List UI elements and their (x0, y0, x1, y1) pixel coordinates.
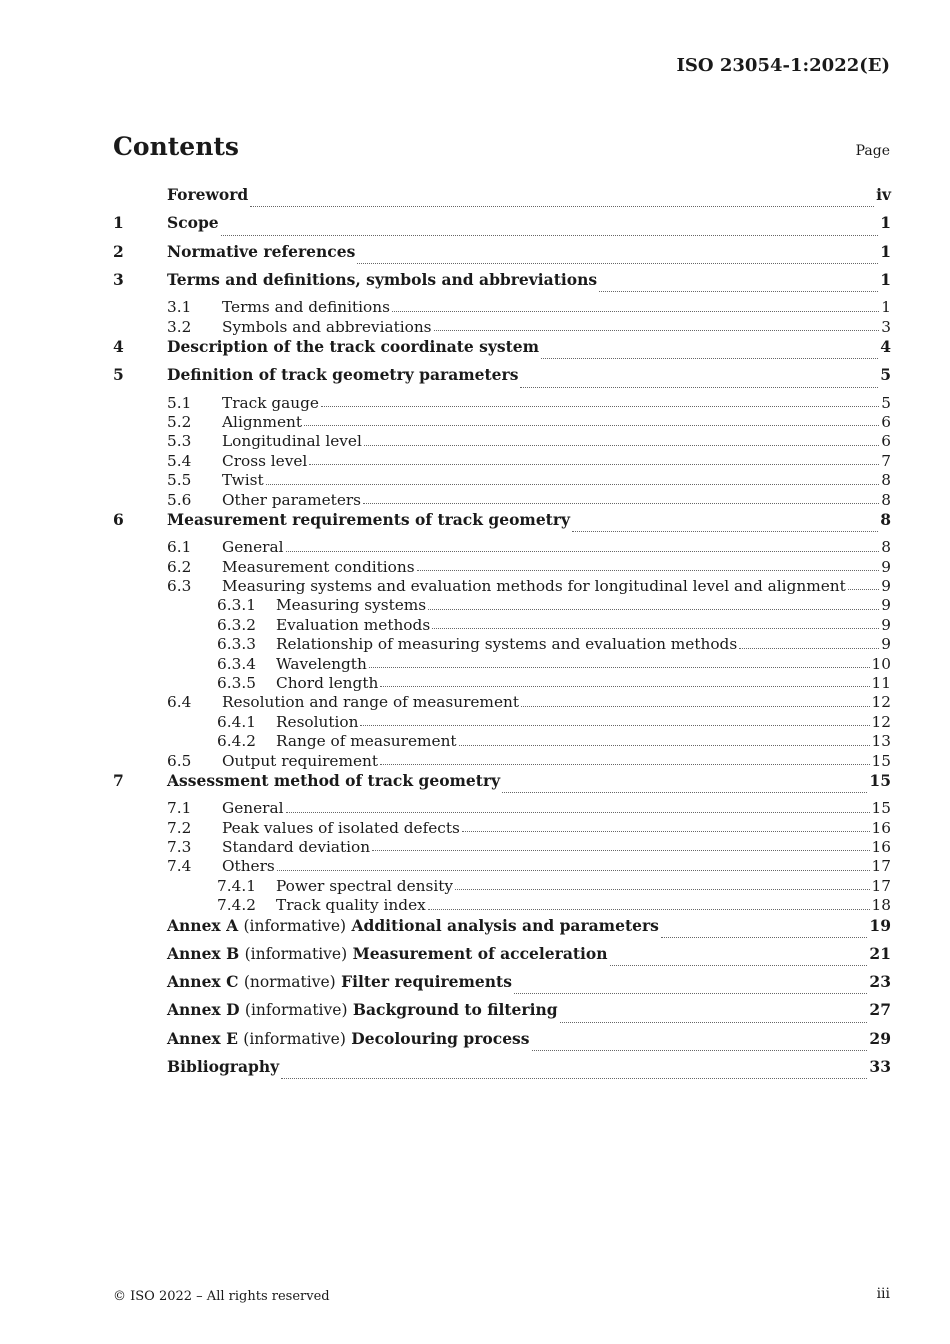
entry-title-text: Twist (222, 471, 264, 490)
toc-entry[interactable] (113, 916, 891, 944)
toc-entry-title (222, 318, 432, 336)
toc-entry[interactable] (113, 318, 891, 337)
dot-leader (380, 685, 869, 687)
dot-leader (364, 444, 879, 446)
toc-entry-number: 2 (113, 241, 124, 261)
dot-leader (281, 1077, 867, 1079)
dot-leader (309, 463, 879, 465)
toc-entry-title (222, 799, 284, 817)
toc-entry-page: 8 (881, 538, 891, 557)
toc-entry[interactable] (113, 1029, 891, 1057)
toc-entry-page: 9 (881, 557, 891, 576)
toc-entry[interactable] (113, 452, 891, 471)
toc-entry-page: 19 (869, 915, 891, 935)
dot-leader (521, 705, 870, 707)
toc-entry-page: 11 (871, 673, 891, 692)
toc-entry[interactable] (113, 413, 891, 432)
entry-title-text: Relationship of measuring systems and evaluation methods (276, 635, 738, 654)
toc-entry-number: 6.1 (167, 538, 192, 557)
toc-entry[interactable] (113, 242, 891, 270)
entry-title-text: General (222, 538, 284, 557)
dot-leader (520, 386, 878, 388)
toc-entry-page: 1 (880, 269, 891, 289)
toc-entry-title (167, 1057, 279, 1076)
toc-entry-number: 5.5 (167, 471, 192, 490)
toc-entry[interactable] (113, 510, 891, 538)
entry-title-text: Description of the track coordinate system (167, 336, 540, 356)
toc-entry-number: 6.3 (167, 576, 192, 595)
dot-leader (541, 357, 878, 359)
entry-title-text: Terms and definitions (222, 298, 390, 317)
annex-title: Filter requirements (341, 972, 512, 992)
entry-title-text: Peak values of isolated defects (222, 818, 460, 837)
toc-entry-number: 7.4 (167, 857, 192, 876)
toc-entry[interactable] (113, 577, 891, 596)
annex-type: (normative) (243, 973, 336, 992)
toc-entry-page: 16 (871, 818, 891, 837)
toc-entry-number: 7.4.1 (217, 876, 256, 895)
annex-label: Annex E (167, 1028, 238, 1048)
toc-entry-number: 4 (113, 336, 124, 356)
toc-entry-title (222, 471, 264, 489)
dot-leader (514, 992, 867, 994)
entry-title-text: Assessment method of track geometry (167, 770, 501, 790)
toc-entry[interactable] (113, 538, 891, 557)
entry-title-text: Measurement requirements of track geometry (167, 509, 571, 529)
dot-leader (455, 888, 870, 890)
toc-entry-title (167, 337, 539, 356)
toc-entry-title (276, 713, 358, 731)
footer-page-number: iii (876, 1286, 890, 1302)
dot-leader (250, 205, 874, 207)
toc-entry[interactable] (113, 877, 891, 896)
entry-title-text: Power spectral density (276, 876, 454, 895)
toc-entry-page: 12 (871, 712, 891, 731)
toc-entry[interactable] (113, 213, 891, 241)
entry-title-text: Symbols and abbreviations (222, 317, 432, 336)
entry-title-text: Others (222, 857, 275, 876)
dot-leader (459, 744, 870, 746)
toc-entry-number: 5.2 (167, 412, 192, 431)
entry-title-text: Range of measurement (276, 732, 457, 751)
toc-entry-title (276, 635, 737, 653)
toc-entry-title (222, 819, 460, 837)
toc-entry-number: 6.2 (167, 557, 192, 576)
toc-entry-title (222, 394, 319, 412)
annex-type: (informative) (243, 916, 347, 935)
toc-entry-title (167, 972, 512, 991)
annex-label: Annex A (167, 915, 239, 935)
annex-title: Additional analysis and parameters (351, 915, 659, 935)
toc-entry-number: 5 (113, 365, 124, 385)
toc-entry-title (222, 752, 378, 770)
entry-title-text: Measuring systems and evaluation methods for longitudinal level and alignment (222, 576, 846, 595)
toc-entry[interactable] (113, 596, 891, 615)
annex-title: Decolouring process (351, 1028, 530, 1048)
toc-entry[interactable] (113, 365, 891, 393)
toc-entry-page: 18 (871, 896, 891, 915)
dot-leader (360, 724, 869, 726)
toc-entry-page: 7 (881, 451, 891, 470)
entry-title-text: Definition of track geometry parameters (167, 365, 519, 385)
entry-title-text: Alignment (222, 412, 303, 431)
toc-entry-number: 7 (113, 770, 124, 790)
toc-entry[interactable] (113, 635, 891, 654)
toc-entry[interactable] (113, 616, 891, 635)
toc-entry-number: 5.1 (167, 393, 192, 412)
annex-type: (informative) (244, 944, 348, 963)
toc-entry-page: 8 (881, 490, 891, 509)
toc-entry-number: 6.4.2 (217, 732, 256, 751)
annex-title: Background to filtering (352, 1000, 558, 1020)
document-id: ISO 23054-1:2022(E) (676, 55, 890, 76)
dot-leader (277, 869, 870, 871)
toc-entry-title (222, 413, 302, 431)
toc-entry-title (167, 510, 570, 529)
toc-entry-page: 13 (871, 732, 891, 751)
toc-entry-title (222, 298, 390, 316)
annex-title: Measurement of acceleration (352, 943, 608, 963)
entry-title-text: Measuring systems (276, 596, 427, 615)
entry-title-text: Chord length (276, 673, 379, 692)
toc-entry-number: 6.4 (167, 693, 192, 712)
toc-entry-title (167, 270, 597, 289)
entry-title-text: Track gauge (222, 393, 319, 412)
toc-entry-title (276, 596, 426, 614)
dot-leader (462, 830, 870, 832)
annex-label: Annex D (167, 1000, 240, 1020)
toc-entry-title (167, 771, 500, 790)
toc-entry-page: 3 (881, 317, 891, 336)
toc-entry-title (222, 538, 284, 556)
toc-entry-title (222, 491, 361, 509)
toc-entry-page: 17 (871, 876, 891, 895)
entry-title-text: Output requirement (222, 751, 379, 770)
toc-entry[interactable] (113, 896, 891, 915)
toc-entry[interactable] (113, 432, 891, 451)
toc-entry-number: 6 (113, 509, 124, 529)
toc-entry-number: 7.1 (167, 799, 192, 818)
toc-entry[interactable] (113, 838, 891, 857)
toc-entry-title (222, 577, 846, 595)
toc-entry[interactable] (113, 185, 891, 213)
toc-entry-page: 15 (871, 799, 891, 818)
dot-leader (380, 763, 870, 765)
toc-entry-page: 6 (881, 432, 891, 451)
toc-entry-page: 10 (871, 654, 891, 673)
entry-title-text: Measurement conditions (222, 557, 415, 576)
toc-entry-number: 6.3.1 (217, 596, 256, 615)
toc-entry-title (167, 1029, 530, 1048)
dot-leader (428, 608, 879, 610)
dot-leader (221, 234, 879, 236)
toc-entry-page: 9 (881, 596, 891, 615)
toc-entry-page: 17 (871, 857, 891, 876)
dot-leader (572, 530, 878, 532)
toc-entry-page: 6 (881, 412, 891, 431)
toc-entry-page: 1 (881, 298, 891, 317)
annex-label: Annex B (167, 943, 240, 963)
toc-entry-number: 6.5 (167, 751, 192, 770)
footer-copyright: © ISO 2022 – All rights reserved (113, 1289, 330, 1304)
dot-leader (739, 647, 879, 649)
toc-entry-page: 12 (871, 693, 891, 712)
entry-title-text: Wavelength (276, 654, 367, 673)
toc-entry-page: 27 (869, 1000, 891, 1020)
page-title: Contents (113, 132, 240, 161)
bibliography-title: Bibliography (167, 1057, 280, 1077)
toc-entry-page: 15 (869, 770, 891, 790)
toc-entry-page: 23 (869, 972, 891, 992)
toc-entry-title (222, 558, 415, 576)
toc-entry-number: 1 (113, 213, 124, 233)
toc-entry-number: 5.6 (167, 490, 192, 509)
annex-type: (informative) (244, 1001, 348, 1020)
entry-title-text: Normative references (167, 241, 356, 261)
dot-leader (661, 936, 868, 938)
toc-entry[interactable] (113, 771, 891, 799)
toc-entry[interactable] (113, 732, 891, 751)
toc-entry-number: 6.3.5 (217, 673, 256, 692)
entry-title-text: Resolution (276, 712, 359, 731)
toc-entry[interactable] (113, 337, 891, 365)
page-column-label: Page (855, 143, 890, 159)
toc-entry[interactable] (113, 298, 891, 317)
toc-entry-number: 6.3.2 (217, 615, 256, 634)
toc-entry[interactable] (113, 693, 891, 712)
dot-leader (610, 964, 868, 966)
toc-entry-page: 33 (869, 1057, 891, 1077)
toc-entry[interactable] (113, 471, 891, 490)
toc-entry-number: 7.2 (167, 818, 192, 837)
toc-entry-page: 21 (869, 943, 891, 963)
toc-entry-page: 8 (880, 509, 891, 529)
entry-title-text: Other parameters (222, 490, 362, 509)
toc-entry-page: 9 (881, 635, 891, 654)
toc-entry-page: 8 (881, 471, 891, 490)
toc-entry[interactable] (113, 491, 891, 510)
dot-leader (428, 908, 870, 910)
toc-entry-page: 9 (881, 576, 891, 595)
toc-entry-title (222, 838, 370, 856)
entry-title-text: General (222, 799, 284, 818)
dot-leader (417, 569, 880, 571)
toc-entry-title (167, 916, 659, 935)
toc-entry-title (276, 655, 367, 673)
toc-entry-number: 3.2 (167, 317, 192, 336)
dot-leader (432, 627, 879, 629)
toc-entry-title (222, 857, 275, 875)
toc-entry[interactable] (113, 1057, 891, 1085)
toc-entry[interactable] (113, 799, 891, 818)
toc-entry-page: 15 (871, 751, 891, 770)
toc-entry-number: 6.3.4 (217, 654, 256, 673)
dot-leader (286, 550, 880, 552)
toc-entry-title (276, 674, 378, 692)
toc-entry[interactable] (113, 713, 891, 732)
toc-entry-number: 6.3.3 (217, 635, 256, 654)
toc-entry-page: 9 (881, 615, 891, 634)
toc-entry[interactable] (113, 752, 891, 771)
toc-entry-title (276, 616, 430, 634)
toc-entry[interactable] (113, 674, 891, 693)
dot-leader (321, 405, 879, 407)
toc-entry-page: 1 (880, 213, 891, 233)
toc-entry-title (276, 896, 426, 914)
toc-entry-title (222, 452, 307, 470)
entry-title-text: Longitudinal level (222, 432, 362, 451)
toc-entry-page: 29 (869, 1028, 891, 1048)
toc-entry-title (222, 432, 362, 450)
toc-entry-title (222, 693, 519, 711)
toc-entry-page: 16 (871, 837, 891, 856)
toc-entry-page: 4 (880, 336, 891, 356)
dot-leader (363, 502, 879, 504)
toc-entry-title (167, 213, 219, 232)
dot-leader (357, 262, 878, 264)
entry-title-text: Terms and definitions, symbols and abbreviations (167, 269, 598, 289)
toc-entry-title (276, 877, 453, 895)
toc-entry[interactable] (113, 857, 891, 876)
toc-entry[interactable] (113, 972, 891, 1000)
toc-entry[interactable] (113, 394, 891, 413)
toc-entry[interactable] (113, 944, 891, 972)
dot-leader (372, 849, 869, 851)
dot-leader (599, 290, 878, 292)
toc-entry-page: 1 (880, 241, 891, 261)
dot-leader (286, 811, 870, 813)
toc-entry-title (276, 732, 457, 750)
toc-entry-number: 7.4.2 (217, 896, 256, 915)
toc-entry-number: 3.1 (167, 298, 192, 317)
toc-entry[interactable] (113, 1000, 891, 1028)
toc-entry-title (167, 242, 355, 261)
toc-entry-number: 6.4.1 (217, 712, 256, 731)
entry-title-text: Cross level (222, 451, 308, 470)
dot-leader (266, 483, 880, 485)
dot-leader (434, 329, 880, 331)
toc-entry-number: 5.3 (167, 432, 192, 451)
dot-leader (392, 310, 879, 312)
table-of-contents (113, 185, 891, 1085)
dot-leader (369, 666, 870, 668)
dot-leader (848, 588, 879, 590)
entry-title-text: Standard deviation (222, 837, 371, 856)
dot-leader (502, 791, 867, 793)
annex-label: Annex C (167, 972, 239, 992)
toc-entry-page: 5 (881, 393, 891, 412)
dot-leader (532, 1049, 868, 1051)
toc-entry-title (167, 944, 608, 963)
toc-entry-page: 5 (880, 365, 891, 385)
entry-title-text: Evaluation methods (276, 615, 431, 634)
toc-entry-page: iv (876, 185, 891, 204)
dot-leader (304, 424, 879, 426)
toc-entry-number: 5.4 (167, 451, 192, 470)
toc-entry-title (167, 185, 248, 204)
toc-entry[interactable] (113, 558, 891, 577)
toc-entry-title (167, 365, 518, 384)
toc-entry-title (167, 1000, 558, 1019)
toc-entry-number: 3 (113, 269, 124, 289)
dot-leader (560, 1021, 868, 1023)
entry-title-text: Resolution and range of measurement (222, 693, 519, 712)
entry-title-text: Scope (167, 213, 219, 233)
toc-entry[interactable] (113, 819, 891, 838)
toc-entry-number: 7.3 (167, 837, 192, 856)
annex-type: (informative) (243, 1029, 346, 1048)
toc-entry[interactable] (113, 270, 891, 298)
entry-title-text: Track quality index (276, 896, 426, 915)
toc-entry[interactable] (113, 655, 891, 674)
entry-title-text: Foreword (167, 185, 249, 204)
